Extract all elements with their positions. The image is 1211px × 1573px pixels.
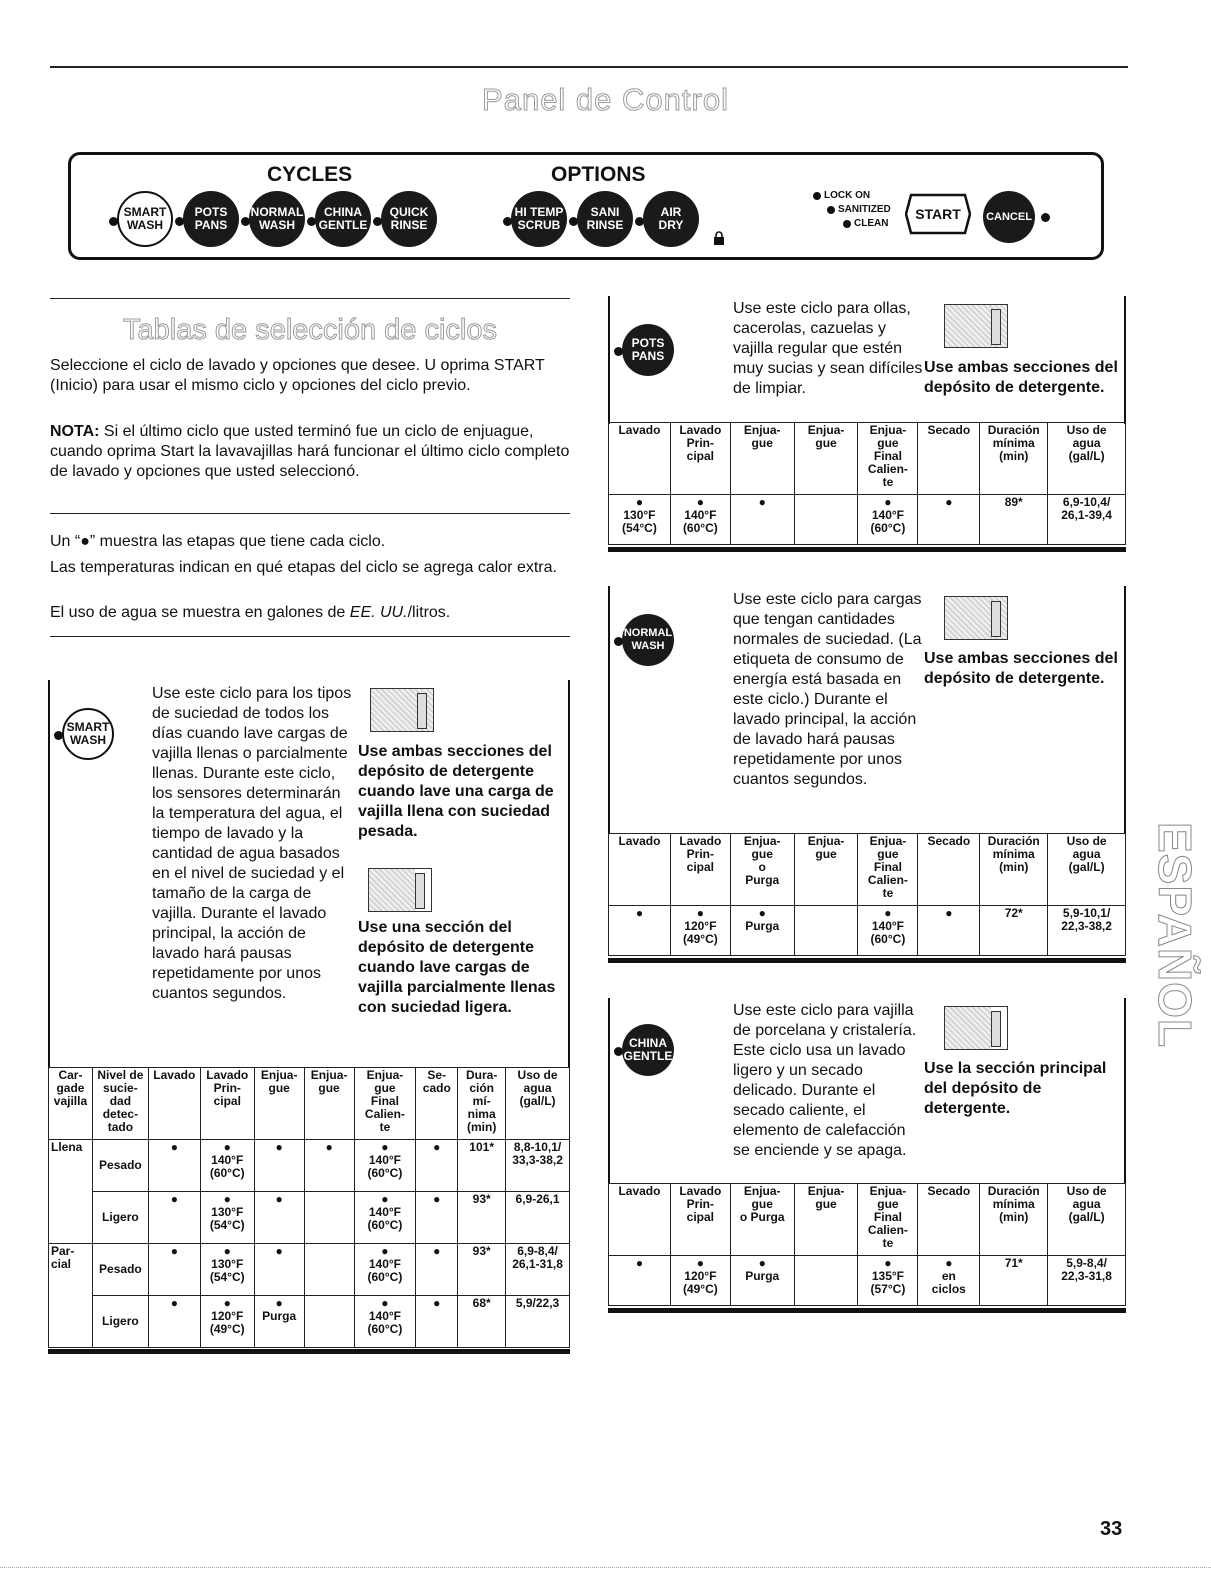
table-header-cell: Enjua- gue Final Calien- te xyxy=(858,834,918,906)
button-label: SCRUB xyxy=(517,218,561,232)
table-row xyxy=(49,1140,570,1192)
smart-wash-note-heavy: Use ambas secciones del depósito de detergente cuando lave una carga de vajilla llena con suciedad pesada. xyxy=(358,743,554,840)
table-header-cell: Enjua- gue xyxy=(794,834,858,906)
table-header-cell: Enjua- gue Final Calien- te xyxy=(354,1068,416,1140)
start-button[interactable] xyxy=(905,193,971,235)
table-cell: 5,9-10,1/ 22,3-38,2 xyxy=(1048,906,1126,956)
normal-wash-note: Use ambas secciones del depósito de detergente. xyxy=(924,650,1118,687)
table-header-cell: Enjua- gue o Purga xyxy=(730,834,794,906)
table-header-cell: Duración mínima (min) xyxy=(980,1184,1048,1256)
table-cell: ● xyxy=(304,1140,354,1192)
table-rule xyxy=(608,547,1126,552)
normal-wash-table xyxy=(608,833,1126,956)
table-header-cell: Lavado Prin- cipal xyxy=(670,834,730,906)
table-cell: ● 140°F (60°C) xyxy=(858,495,918,545)
led-label: CLEAN xyxy=(854,218,889,229)
table-header-row xyxy=(49,1068,570,1140)
button-label: QUICK xyxy=(389,205,429,219)
table-cell: Ligero xyxy=(92,1192,148,1244)
table-header-cell: Lavado xyxy=(609,423,671,495)
table-header-cell: Enjua- gue xyxy=(794,1184,858,1256)
table-header-cell: Secado xyxy=(918,1184,980,1256)
table-cell: ● en ciclos xyxy=(918,1256,980,1306)
china-gentle-note: Use la sección principal del depósito de detergente. xyxy=(924,1060,1107,1117)
table-cell: 72* xyxy=(980,906,1048,956)
divider xyxy=(50,513,570,514)
china-gentle-table xyxy=(608,1183,1126,1306)
table-cell: ● xyxy=(148,1244,200,1296)
water-note xyxy=(50,603,570,623)
table-cell: 5,9/22,3 xyxy=(506,1296,570,1348)
table-header-cell: Duración mínima (min) xyxy=(980,834,1048,906)
table-cell: ● 130°F (54°C) xyxy=(200,1244,254,1296)
button-label: CANCEL xyxy=(986,210,1032,223)
table-header-cell: Lavado Prin- cipal xyxy=(670,423,730,495)
table-cell: Par- cial xyxy=(49,1244,93,1348)
table-cell: ● xyxy=(416,1244,458,1296)
table-cell: 6,9-8,4/ 26,1-31,8 xyxy=(506,1244,570,1296)
table-header-cell: Duración mínima (min) xyxy=(980,423,1048,495)
air-dry-button[interactable] xyxy=(643,191,699,247)
table-cell: ● xyxy=(254,1192,304,1244)
table-cell: ● Purga xyxy=(730,906,794,956)
divider xyxy=(50,636,570,637)
table-header-cell: Uso de agua (gal/L) xyxy=(1048,423,1126,495)
smart-wash-icon xyxy=(62,708,114,760)
icon-label: GENTLE xyxy=(623,1049,673,1063)
dispenser-full-icon xyxy=(944,596,1008,640)
led-label: LOCK ON xyxy=(824,190,871,201)
sani-rinse-button[interactable] xyxy=(577,191,633,247)
lock-on-indicator xyxy=(813,189,891,203)
table-header-row xyxy=(609,834,1126,906)
table-cell: ● xyxy=(730,495,794,545)
table-header-cell: Enjua- gue Final Calien- te xyxy=(858,423,918,495)
table-row xyxy=(609,1256,1126,1306)
table-header-cell: Dura- ción mí- nima (min) xyxy=(458,1068,506,1140)
table-header-cell: Enjua- gue xyxy=(254,1068,304,1140)
table-header-cell: Enjua- gue xyxy=(730,423,794,495)
control-panel xyxy=(68,152,1104,260)
cancel-button[interactable] xyxy=(983,191,1035,243)
table-cell: ● xyxy=(148,1140,200,1192)
hi-temp-scrub-button[interactable] xyxy=(511,191,567,247)
dispenser-full-icon xyxy=(370,688,434,732)
table-cell: Llena xyxy=(49,1140,93,1244)
table-row xyxy=(49,1296,570,1348)
table-header-cell: Nivel de sucie- dad detec- tado xyxy=(92,1068,148,1140)
button-label: DRY xyxy=(658,218,684,232)
table-cell: ● 130°F (54°C) xyxy=(609,495,671,545)
table-cell: ● Purga xyxy=(254,1296,304,1348)
table-cell: 93* xyxy=(458,1192,506,1244)
cycles-label: CYCLES xyxy=(267,163,353,186)
table-cell: ● 120°F (49°C) xyxy=(670,1256,730,1306)
note-text: Si el último ciclo que usted terminó fue un ciclo de enjuague, cuando oprima Start la lavavajillas hará funcionar el último ciclo completo de lavado y opciones que usted seleccionó. xyxy=(50,423,570,480)
dispenser-main-icon xyxy=(944,1006,1008,1050)
table-cell: 101* xyxy=(458,1140,506,1192)
table-row xyxy=(609,906,1126,956)
table-header-cell: Enjua- gue Final Calien- te xyxy=(858,1184,918,1256)
table-cell xyxy=(794,906,858,956)
page-number: 33 xyxy=(1100,1518,1123,1540)
table-cell: 89* xyxy=(980,495,1048,545)
table-cell: ● 140°F (60°C) xyxy=(354,1192,416,1244)
table-cell: ● xyxy=(416,1140,458,1192)
button-label: AIR xyxy=(660,205,682,219)
table-cell: 6,9-26,1 xyxy=(506,1192,570,1244)
table-cell: ● xyxy=(416,1192,458,1244)
button-label: NORMAL xyxy=(250,205,304,219)
table-header-cell: Lavado xyxy=(609,1184,671,1256)
text: El uso de agua se muestra en galones de xyxy=(50,604,350,621)
button-label: RINSE xyxy=(390,218,428,232)
dispenser-full-icon xyxy=(944,304,1008,348)
button-label: WASH xyxy=(259,218,295,232)
table-header-cell: Uso de agua (gal/L) xyxy=(1048,1184,1126,1256)
table-cell xyxy=(304,1296,354,1348)
pots-pans-description: Use este ciclo para ollas, cacerolas, cazuelas y vajilla regular que estén muy sucias y sean difíciles de limpiar. xyxy=(733,300,923,397)
table-cell: ● xyxy=(609,1256,671,1306)
table-cell: ● Purga xyxy=(730,1256,794,1306)
table-cell: ● xyxy=(148,1296,200,1348)
china-gentle-description: Use este ciclo para vajilla de porcelana y cristalería. Este ciclo usa un lavado ligero y un secado delicado. Durante el secado caliente, el elemento de calefacción se enciende y se apaga. xyxy=(733,1002,917,1159)
table-rule xyxy=(608,958,1126,963)
quick-rinse-button[interactable] xyxy=(381,191,437,247)
table-cell: Pesado xyxy=(92,1140,148,1192)
table-cell: 71* xyxy=(980,1256,1048,1306)
table-cell: ● xyxy=(918,495,980,545)
table-header-cell: Lavado Prin- cipal xyxy=(670,1184,730,1256)
table-header-row xyxy=(609,423,1126,495)
button-label: CHINA xyxy=(324,205,362,219)
icon-label: SMART xyxy=(66,720,110,734)
normal-wash-icon xyxy=(622,614,674,666)
table-cell: ● 140°F (60°C) xyxy=(858,906,918,956)
button-label: RINSE xyxy=(586,218,624,232)
lock-icon xyxy=(713,231,725,245)
icon-label: POTS xyxy=(631,336,665,350)
temperature-note: Las temperaturas indican en qué etapas del ciclo se agrega calor extra. xyxy=(50,559,557,576)
table-cell: ● xyxy=(609,906,671,956)
icon-label: CHINA xyxy=(629,1036,667,1050)
table-cell: ● 140°F (60°C) xyxy=(670,495,730,545)
table-rule xyxy=(608,1308,1126,1313)
smart-wash-note-light: Use una sección del depósito de detergente cuando lave cargas de vajilla parcialmente llenas con suciedad ligera. xyxy=(358,919,556,1016)
divider xyxy=(50,298,570,299)
dispenser-main-icon xyxy=(368,868,432,912)
button-label: PANS xyxy=(194,218,228,232)
table-cell: Pesado xyxy=(92,1244,148,1296)
table-cell xyxy=(304,1192,354,1244)
note-label: NOTA: xyxy=(50,423,100,440)
table-cell xyxy=(794,1256,858,1306)
table-cell: ● 120°F (49°C) xyxy=(670,906,730,956)
table-header-cell: Lavado Prin- cipal xyxy=(200,1068,254,1140)
table-header-cell: Enjua- gue xyxy=(304,1068,354,1140)
text: /litros. xyxy=(407,604,451,621)
button-label: SANI xyxy=(590,205,620,219)
button-label: SMART xyxy=(123,205,167,219)
top-rule xyxy=(50,66,1128,68)
table-header-cell: Secado xyxy=(918,834,980,906)
smart-wash-button[interactable] xyxy=(117,191,173,247)
table-cell: 68* xyxy=(458,1296,506,1348)
options-label: OPTIONS xyxy=(551,163,646,186)
china-gentle-button[interactable] xyxy=(315,191,371,247)
table-cell: ● 140°F (60°C) xyxy=(354,1244,416,1296)
pots-pans-button[interactable] xyxy=(183,191,239,247)
clean-indicator xyxy=(843,217,891,231)
table-cell: ● xyxy=(148,1192,200,1244)
table-header-cell: Lavado xyxy=(148,1068,200,1140)
table-row xyxy=(49,1192,570,1244)
table-cell: ● xyxy=(254,1244,304,1296)
table-header-cell: Uso de agua (gal/L) xyxy=(506,1068,570,1140)
button-label: POTS xyxy=(194,205,228,219)
button-label: WASH xyxy=(127,218,163,232)
normal-wash-description: Use este ciclo para cargas que tengan cantidades normales de suciedad. (La etiqueta de consumo de energía está basada en este ciclo.) Durante el lavado principal, la acción de lavado hará pausas repetidamente por unos cuantos segundos. xyxy=(733,591,922,788)
table-rule xyxy=(48,1349,570,1354)
button-label: GENTLE xyxy=(318,218,368,232)
pots-pans-note: Use ambas secciones del depósito de detergente. xyxy=(924,359,1118,396)
china-gentle-icon xyxy=(622,1024,674,1076)
table-cell: Ligero xyxy=(92,1296,148,1348)
table-cell xyxy=(304,1244,354,1296)
table-cell: ● 135°F (57°C) xyxy=(858,1256,918,1306)
button-label: HI TEMP xyxy=(514,205,564,219)
table-cell: 8,8-10,1/ 33,3-38,2 xyxy=(506,1140,570,1192)
table-header-cell: Uso de agua (gal/L) xyxy=(1048,834,1126,906)
note-paragraph xyxy=(50,422,570,482)
text: EE. UU. xyxy=(349,604,408,621)
icon-label: NORMAL xyxy=(623,627,673,639)
table-cell: ● 130°F (54°C) xyxy=(200,1192,254,1244)
led-label: SANITIZED xyxy=(838,204,891,215)
table-cell: 5,9-8,4/ 22,3-31,8 xyxy=(1048,1256,1126,1306)
table-cell: ● xyxy=(254,1140,304,1192)
table-header-cell: Enjua- gue xyxy=(794,423,858,495)
table-header-cell: Lavado xyxy=(609,834,671,906)
pots-pans-table xyxy=(608,422,1126,545)
pots-pans-icon xyxy=(622,324,674,376)
table-row xyxy=(49,1244,570,1296)
table-cell xyxy=(794,495,858,545)
table-header-cell: Enjua- gue o Purga xyxy=(730,1184,794,1256)
intro-paragraph: Seleccione el ciclo de lavado y opciones que desee. U oprima START (Inicio) para usar el mismo ciclo y opciones del ciclo previo. xyxy=(50,357,545,394)
table-header-cell: Se- cado xyxy=(416,1068,458,1140)
table-header-cell: Secado xyxy=(918,423,980,495)
smart-wash-table xyxy=(48,1067,570,1348)
normal-wash-button[interactable] xyxy=(249,191,305,247)
table-cell: ● 140°F (60°C) xyxy=(354,1140,416,1192)
table-cell: 6,9-10,4/ 26,1-39,4 xyxy=(1048,495,1126,545)
bottom-rule xyxy=(0,1567,1211,1568)
status-leds xyxy=(813,189,891,231)
table-cell: 93* xyxy=(458,1244,506,1296)
table-cell: ● 140°F (60°C) xyxy=(354,1296,416,1348)
table-cell: ● 140°F (60°C) xyxy=(200,1140,254,1192)
table-header-cell: Car- gade vajilla xyxy=(49,1068,93,1140)
section-title: Tablas de selección de ciclos xyxy=(123,314,497,346)
table-cell: ● xyxy=(416,1296,458,1348)
smart-wash-description: Use este ciclo para los tipos de suciedad de todos los días cuando lave cargas de vajilla llenas o parcialmente llenas. Durante este ciclo, los sensores determinarán la temperatura del agua, el tiempo de lavado y la cantidad de agua basados en el nivel de suciedad y el tamaño de la carga de vajilla. Durante el lavado principal, la acción de lavado hará pausas repetidamente por unos cuantos segundos. xyxy=(152,685,352,1002)
icon-label: WASH xyxy=(631,640,665,652)
page-title: Panel de Control xyxy=(482,82,729,117)
icon-label: WASH xyxy=(70,733,106,747)
start-label: START xyxy=(915,206,961,222)
icon-label: PANS xyxy=(631,349,665,363)
table-row xyxy=(609,495,1126,545)
table-cell: ● 120°F (49°C) xyxy=(200,1296,254,1348)
dot-legend: Un “●” muestra las etapas que tiene cada ciclo. xyxy=(50,533,386,550)
table-cell: ● xyxy=(918,906,980,956)
sanitized-indicator xyxy=(827,203,891,217)
table-header-row xyxy=(609,1184,1126,1256)
cancel-led xyxy=(1041,213,1050,222)
language-tab: ESPAÑOL xyxy=(1149,822,1201,1048)
